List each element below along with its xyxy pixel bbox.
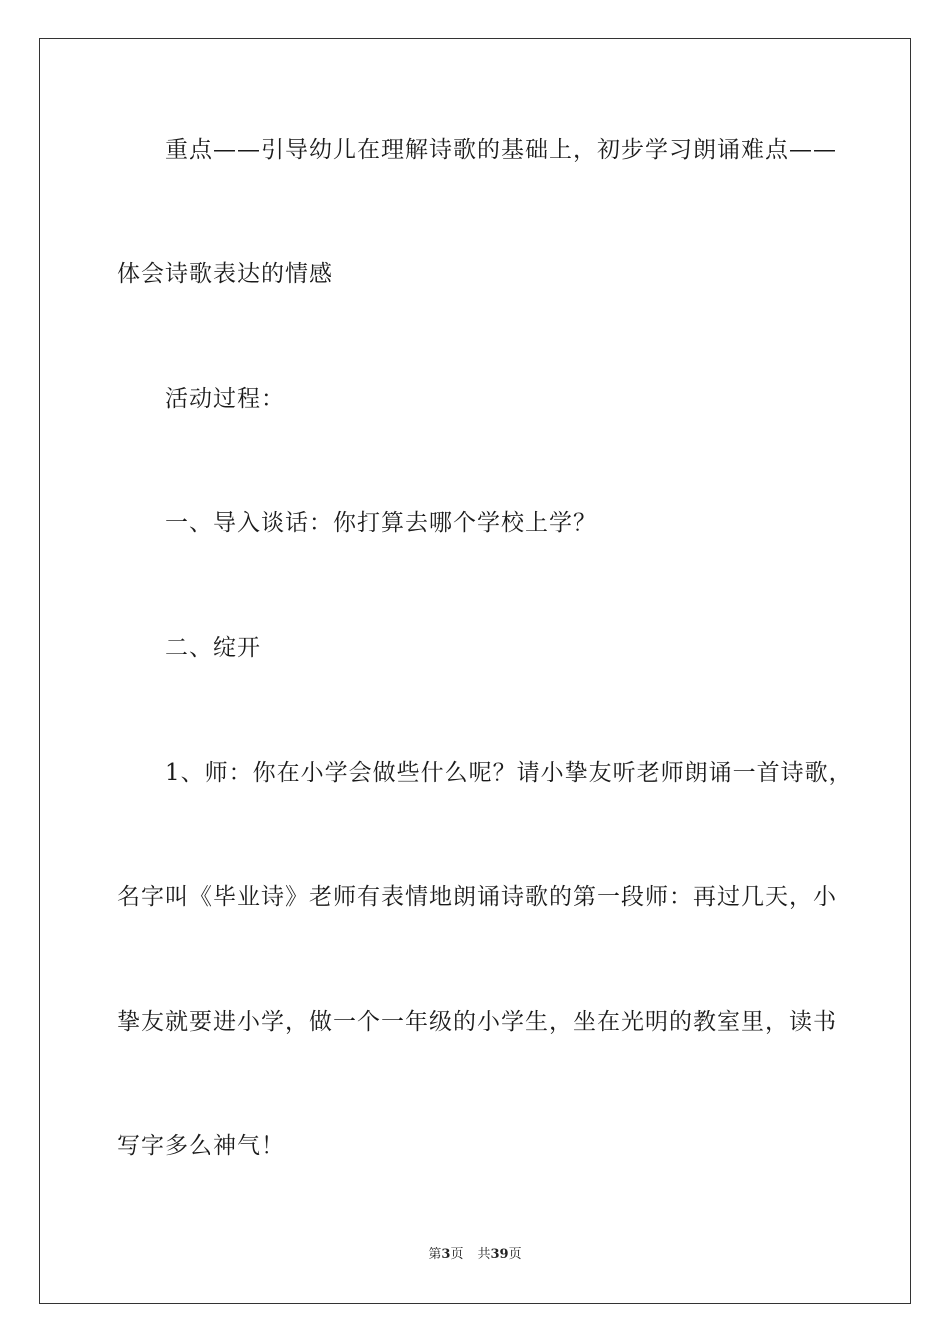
paragraph-line-5: 二、绽开 bbox=[165, 635, 261, 661]
page-number: 3 bbox=[441, 1247, 451, 1262]
total-prefix: 共 bbox=[477, 1247, 491, 1262]
page-border bbox=[39, 38, 911, 1304]
paragraph-line-4: 一、导入谈话：你打算去哪个学校上学？ bbox=[165, 510, 597, 536]
paragraph-line-3: 活动过程： bbox=[165, 386, 285, 412]
paragraph-line-2: 体会诗歌表达的情感 bbox=[117, 261, 333, 287]
page-footer bbox=[0, 1246, 950, 1264]
paragraph-line-1: 重点——引导幼儿在理解诗歌的基础上，初步学习朗诵难点—— bbox=[165, 137, 837, 163]
paragraph-line-6: 1、师：你在小学会做些什么呢？请小挚友听老师朗诵一首诗歌， bbox=[165, 760, 853, 786]
paragraph-line-8: 挚友就要进小学，做一个一年级的小学生，坐在光明的教室里，读书 bbox=[117, 1009, 837, 1035]
paragraph-line-9: 写字多么神气！ bbox=[117, 1133, 285, 1159]
total-pages: 39 bbox=[490, 1247, 509, 1262]
page-suffix: 页 bbox=[450, 1247, 464, 1262]
paragraph-line-7: 名字叫《毕业诗》老师有表情地朗诵诗歌的第一段师：再过几天，小 bbox=[117, 884, 837, 910]
page-prefix: 第 bbox=[428, 1247, 442, 1262]
total-suffix: 页 bbox=[508, 1247, 522, 1262]
